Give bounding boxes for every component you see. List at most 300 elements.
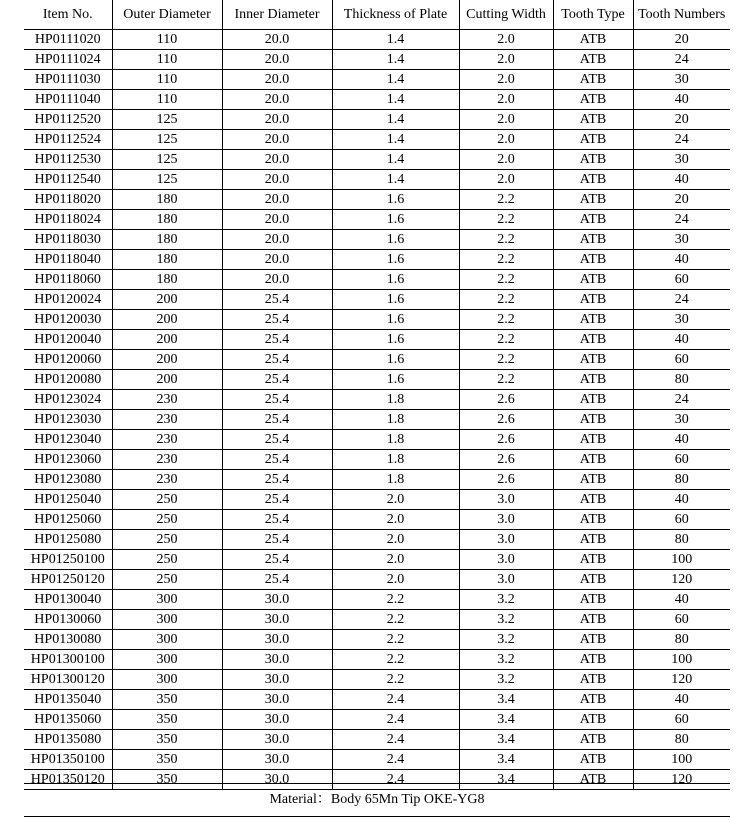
cell-tooth-numbers: 120 <box>633 570 730 590</box>
cell-thickness-of-plate: 1.4 <box>332 30 459 50</box>
cell-item-no: HP0120040 <box>24 330 112 350</box>
cell-tooth-type: ATB <box>553 330 633 350</box>
cell-tooth-numbers: 40 <box>633 330 730 350</box>
cell-thickness-of-plate: 1.4 <box>332 150 459 170</box>
cell-inner-diameter: 20.0 <box>222 130 332 150</box>
cell-cutting-width: 3.2 <box>459 650 553 670</box>
cell-outer-diameter: 250 <box>112 490 222 510</box>
cell-inner-diameter: 30.0 <box>222 710 332 730</box>
cell-outer-diameter: 180 <box>112 190 222 210</box>
cell-thickness-of-plate: 1.8 <box>332 410 459 430</box>
cell-outer-diameter: 200 <box>112 350 222 370</box>
header-tooth-type: Tooth Type <box>553 0 633 30</box>
cell-cutting-width: 3.0 <box>459 530 553 550</box>
cell-tooth-type: ATB <box>553 570 633 590</box>
cell-tooth-numbers: 24 <box>633 50 730 70</box>
cell-outer-diameter: 180 <box>112 210 222 230</box>
cell-thickness-of-plate: 1.8 <box>332 390 459 410</box>
cell-item-no: HP0125040 <box>24 490 112 510</box>
cell-outer-diameter: 125 <box>112 130 222 150</box>
cell-thickness-of-plate: 1.4 <box>332 170 459 190</box>
cell-cutting-width: 3.0 <box>459 490 553 510</box>
cell-thickness-of-plate: 2.0 <box>332 490 459 510</box>
cell-tooth-type: ATB <box>553 770 633 790</box>
cell-thickness-of-plate: 2.4 <box>332 750 459 770</box>
table-row <box>24 70 730 90</box>
cell-outer-diameter: 350 <box>112 730 222 750</box>
cell-thickness-of-plate: 1.6 <box>332 210 459 230</box>
cell-inner-diameter: 30.0 <box>222 630 332 650</box>
cell-outer-diameter: 230 <box>112 410 222 430</box>
cell-tooth-type: ATB <box>553 130 633 150</box>
cell-thickness-of-plate: 1.8 <box>332 430 459 450</box>
cell-outer-diameter: 230 <box>112 430 222 450</box>
header-thickness-of-plate: Thickness of Plate <box>332 0 459 30</box>
cell-inner-diameter: 30.0 <box>222 770 332 790</box>
cell-outer-diameter: 125 <box>112 170 222 190</box>
cell-thickness-of-plate: 2.4 <box>332 770 459 790</box>
cell-thickness-of-plate: 1.4 <box>332 110 459 130</box>
cell-item-no: HP0120060 <box>24 350 112 370</box>
cell-item-no: HP0111020 <box>24 30 112 50</box>
cell-tooth-type: ATB <box>553 670 633 690</box>
table-row <box>24 30 730 50</box>
cell-inner-diameter: 20.0 <box>222 190 332 210</box>
cell-cutting-width: 2.2 <box>459 270 553 290</box>
cell-item-no: HP0118040 <box>24 250 112 270</box>
cell-thickness-of-plate: 2.2 <box>332 610 459 630</box>
table-row <box>24 390 730 410</box>
cell-item-no: HP0130060 <box>24 610 112 630</box>
cell-outer-diameter: 110 <box>112 30 222 50</box>
cell-cutting-width: 3.0 <box>459 570 553 590</box>
cell-tooth-numbers: 60 <box>633 270 730 290</box>
table-row <box>24 670 730 690</box>
table-row <box>24 470 730 490</box>
cell-outer-diameter: 200 <box>112 290 222 310</box>
cell-inner-diameter: 25.4 <box>222 530 332 550</box>
cell-cutting-width: 2.6 <box>459 470 553 490</box>
cell-outer-diameter: 110 <box>112 90 222 110</box>
cell-outer-diameter: 300 <box>112 630 222 650</box>
cell-item-no: HP0112540 <box>24 170 112 190</box>
table-row <box>24 170 730 190</box>
cell-item-no: HP01300100 <box>24 650 112 670</box>
cell-tooth-type: ATB <box>553 370 633 390</box>
table-row <box>24 110 730 130</box>
cell-tooth-numbers: 24 <box>633 210 730 230</box>
cell-outer-diameter: 180 <box>112 250 222 270</box>
cell-thickness-of-plate: 1.6 <box>332 310 459 330</box>
cell-tooth-numbers: 24 <box>633 130 730 150</box>
cell-inner-diameter: 25.4 <box>222 510 332 530</box>
cell-tooth-type: ATB <box>553 410 633 430</box>
cell-inner-diameter: 25.4 <box>222 350 332 370</box>
cell-item-no: HP01250100 <box>24 550 112 570</box>
cell-tooth-numbers: 80 <box>633 730 730 750</box>
cell-outer-diameter: 250 <box>112 530 222 550</box>
cell-tooth-type: ATB <box>553 350 633 370</box>
cell-cutting-width: 2.6 <box>459 450 553 470</box>
cell-cutting-width: 3.2 <box>459 610 553 630</box>
cell-inner-diameter: 20.0 <box>222 250 332 270</box>
cell-item-no: HP0130040 <box>24 590 112 610</box>
cell-tooth-type: ATB <box>553 710 633 730</box>
header-tooth-numbers: Tooth Numbers <box>633 0 730 30</box>
cell-item-no: HP0125060 <box>24 510 112 530</box>
cell-tooth-type: ATB <box>553 70 633 90</box>
table-row <box>24 590 730 610</box>
table-row <box>24 270 730 290</box>
cell-thickness-of-plate: 1.6 <box>332 230 459 250</box>
cell-tooth-type: ATB <box>553 390 633 410</box>
cell-tooth-type: ATB <box>553 290 633 310</box>
cell-outer-diameter: 300 <box>112 610 222 630</box>
cell-tooth-type: ATB <box>553 270 633 290</box>
cell-cutting-width: 3.4 <box>459 730 553 750</box>
cell-thickness-of-plate: 2.0 <box>332 530 459 550</box>
cell-tooth-numbers: 20 <box>633 190 730 210</box>
cell-thickness-of-plate: 2.2 <box>332 650 459 670</box>
table-row <box>24 510 730 530</box>
cell-thickness-of-plate: 1.6 <box>332 270 459 290</box>
table-row <box>24 290 730 310</box>
cell-inner-diameter: 25.4 <box>222 310 332 330</box>
cell-tooth-numbers: 24 <box>633 390 730 410</box>
cell-tooth-type: ATB <box>553 150 633 170</box>
table-row <box>24 710 730 730</box>
cell-item-no: HP0135060 <box>24 710 112 730</box>
cell-inner-diameter: 30.0 <box>222 610 332 630</box>
cell-tooth-numbers: 100 <box>633 650 730 670</box>
cell-cutting-width: 3.4 <box>459 770 553 790</box>
table-row <box>24 530 730 550</box>
cell-tooth-type: ATB <box>553 90 633 110</box>
table-row <box>24 630 730 650</box>
cell-cutting-width: 3.4 <box>459 750 553 770</box>
cell-cutting-width: 3.4 <box>459 690 553 710</box>
table-row <box>24 610 730 630</box>
cell-cutting-width: 3.2 <box>459 590 553 610</box>
cell-inner-diameter: 25.4 <box>222 290 332 310</box>
cell-cutting-width: 3.2 <box>459 630 553 650</box>
cell-item-no: HP0111024 <box>24 50 112 70</box>
cell-thickness-of-plate: 1.4 <box>332 50 459 70</box>
cell-inner-diameter: 20.0 <box>222 170 332 190</box>
cell-thickness-of-plate: 1.4 <box>332 90 459 110</box>
table-row <box>24 430 730 450</box>
cell-thickness-of-plate: 2.0 <box>332 510 459 530</box>
cell-item-no: HP0111040 <box>24 90 112 110</box>
header-inner-diameter: Inner Diameter <box>222 0 332 30</box>
cell-outer-diameter: 350 <box>112 750 222 770</box>
cell-thickness-of-plate: 1.6 <box>332 290 459 310</box>
table-row <box>24 150 730 170</box>
table-row <box>24 310 730 330</box>
cell-inner-diameter: 20.0 <box>222 90 332 110</box>
cell-tooth-type: ATB <box>553 170 633 190</box>
table-row <box>24 350 730 370</box>
table-row <box>24 490 730 510</box>
cell-thickness-of-plate: 1.6 <box>332 250 459 270</box>
cell-item-no: HP0118024 <box>24 210 112 230</box>
cell-inner-diameter: 20.0 <box>222 230 332 250</box>
material-note: Material：Body 65Mn Tip OKE-YG8 <box>24 783 730 817</box>
cell-tooth-type: ATB <box>553 30 633 50</box>
cell-tooth-numbers: 120 <box>633 670 730 690</box>
cell-tooth-numbers: 100 <box>633 750 730 770</box>
cell-tooth-numbers: 20 <box>633 110 730 130</box>
cell-tooth-numbers: 40 <box>633 90 730 110</box>
cell-inner-diameter: 25.4 <box>222 490 332 510</box>
cell-tooth-type: ATB <box>553 230 633 250</box>
cell-outer-diameter: 180 <box>112 270 222 290</box>
cell-item-no: HP01250120 <box>24 570 112 590</box>
cell-inner-diameter: 20.0 <box>222 150 332 170</box>
cell-tooth-type: ATB <box>553 550 633 570</box>
cell-item-no: HP0135040 <box>24 690 112 710</box>
cell-item-no: HP0112524 <box>24 130 112 150</box>
cell-outer-diameter: 350 <box>112 690 222 710</box>
cell-outer-diameter: 200 <box>112 330 222 350</box>
table-row <box>24 450 730 470</box>
cell-cutting-width: 2.0 <box>459 50 553 70</box>
cell-inner-diameter: 25.4 <box>222 430 332 450</box>
cell-inner-diameter: 25.4 <box>222 570 332 590</box>
cell-inner-diameter: 20.0 <box>222 50 332 70</box>
header-outer-diameter: Outer Diameter <box>112 0 222 30</box>
cell-inner-diameter: 20.0 <box>222 30 332 50</box>
cell-outer-diameter: 300 <box>112 590 222 610</box>
cell-item-no: HP0125080 <box>24 530 112 550</box>
cell-outer-diameter: 350 <box>112 770 222 790</box>
cell-thickness-of-plate: 1.6 <box>332 350 459 370</box>
cell-tooth-type: ATB <box>553 470 633 490</box>
cell-inner-diameter: 30.0 <box>222 690 332 710</box>
table-row <box>24 570 730 590</box>
cell-tooth-type: ATB <box>553 610 633 630</box>
table-header-row <box>24 0 730 30</box>
cell-cutting-width: 2.2 <box>459 310 553 330</box>
cell-tooth-numbers: 100 <box>633 550 730 570</box>
cell-inner-diameter: 20.0 <box>222 270 332 290</box>
cell-tooth-type: ATB <box>553 190 633 210</box>
cell-tooth-type: ATB <box>553 750 633 770</box>
header-item-no: Item No. <box>24 0 112 30</box>
cell-tooth-numbers: 30 <box>633 410 730 430</box>
cell-item-no: HP01300120 <box>24 670 112 690</box>
cell-item-no: HP0112530 <box>24 150 112 170</box>
cell-cutting-width: 2.2 <box>459 250 553 270</box>
cell-tooth-type: ATB <box>553 510 633 530</box>
cell-tooth-numbers: 30 <box>633 230 730 250</box>
cell-thickness-of-plate: 2.2 <box>332 670 459 690</box>
cell-outer-diameter: 125 <box>112 110 222 130</box>
cell-item-no: HP0111030 <box>24 70 112 90</box>
cell-tooth-numbers: 40 <box>633 690 730 710</box>
cell-cutting-width: 3.0 <box>459 550 553 570</box>
cell-inner-diameter: 25.4 <box>222 450 332 470</box>
cell-item-no: HP0135080 <box>24 730 112 750</box>
cell-item-no: HP01350120 <box>24 770 112 790</box>
cell-tooth-numbers: 40 <box>633 170 730 190</box>
cell-thickness-of-plate: 1.6 <box>332 190 459 210</box>
cell-item-no: HP0120030 <box>24 310 112 330</box>
cell-inner-diameter: 25.4 <box>222 470 332 490</box>
cell-cutting-width: 2.2 <box>459 190 553 210</box>
table-row <box>24 550 730 570</box>
cell-cutting-width: 3.0 <box>459 510 553 530</box>
cell-tooth-type: ATB <box>553 110 633 130</box>
cell-outer-diameter: 125 <box>112 150 222 170</box>
cell-item-no: HP0120024 <box>24 290 112 310</box>
cell-thickness-of-plate: 2.0 <box>332 570 459 590</box>
cell-inner-diameter: 20.0 <box>222 210 332 230</box>
cell-tooth-numbers: 80 <box>633 470 730 490</box>
cell-item-no: HP0123040 <box>24 430 112 450</box>
cell-inner-diameter: 30.0 <box>222 650 332 670</box>
cell-tooth-numbers: 40 <box>633 250 730 270</box>
cell-item-no: HP0120080 <box>24 370 112 390</box>
cell-thickness-of-plate: 1.4 <box>332 70 459 90</box>
spec-table-container <box>24 0 730 790</box>
cell-tooth-type: ATB <box>553 650 633 670</box>
cell-item-no: HP0123030 <box>24 410 112 430</box>
cell-tooth-numbers: 40 <box>633 430 730 450</box>
table-row <box>24 50 730 70</box>
table-row <box>24 250 730 270</box>
cell-outer-diameter: 350 <box>112 710 222 730</box>
cell-tooth-numbers: 60 <box>633 710 730 730</box>
cell-tooth-numbers: 30 <box>633 310 730 330</box>
cell-tooth-type: ATB <box>553 490 633 510</box>
cell-thickness-of-plate: 1.4 <box>332 130 459 150</box>
cell-outer-diameter: 300 <box>112 670 222 690</box>
cell-tooth-type: ATB <box>553 50 633 70</box>
cell-inner-diameter: 25.4 <box>222 370 332 390</box>
cell-outer-diameter: 200 <box>112 370 222 390</box>
table-row <box>24 230 730 250</box>
cell-inner-diameter: 20.0 <box>222 110 332 130</box>
cell-cutting-width: 2.2 <box>459 210 553 230</box>
cell-outer-diameter: 230 <box>112 470 222 490</box>
cell-inner-diameter: 30.0 <box>222 730 332 750</box>
cell-cutting-width: 2.2 <box>459 350 553 370</box>
cell-tooth-numbers: 30 <box>633 70 730 90</box>
cell-outer-diameter: 110 <box>112 50 222 70</box>
cell-tooth-type: ATB <box>553 690 633 710</box>
cell-outer-diameter: 250 <box>112 570 222 590</box>
cell-thickness-of-plate: 2.4 <box>332 690 459 710</box>
cell-tooth-numbers: 80 <box>633 370 730 390</box>
cell-outer-diameter: 250 <box>112 510 222 530</box>
cell-tooth-type: ATB <box>553 530 633 550</box>
cell-thickness-of-plate: 1.6 <box>332 330 459 350</box>
cell-cutting-width: 2.0 <box>459 70 553 90</box>
cell-item-no: HP0118020 <box>24 190 112 210</box>
cell-tooth-type: ATB <box>553 450 633 470</box>
cell-tooth-numbers: 80 <box>633 530 730 550</box>
cell-item-no: HP0123080 <box>24 470 112 490</box>
cell-tooth-type: ATB <box>553 210 633 230</box>
cell-outer-diameter: 180 <box>112 230 222 250</box>
cell-item-no: HP0118060 <box>24 270 112 290</box>
spec-table <box>24 0 730 790</box>
cell-cutting-width: 2.6 <box>459 410 553 430</box>
cell-cutting-width: 2.6 <box>459 430 553 450</box>
cell-inner-diameter: 25.4 <box>222 330 332 350</box>
cell-cutting-width: 2.0 <box>459 110 553 130</box>
cell-inner-diameter: 30.0 <box>222 590 332 610</box>
table-row <box>24 90 730 110</box>
cell-inner-diameter: 25.4 <box>222 390 332 410</box>
cell-cutting-width: 2.0 <box>459 150 553 170</box>
cell-cutting-width: 2.0 <box>459 130 553 150</box>
cell-tooth-numbers: 60 <box>633 610 730 630</box>
table-body <box>24 30 730 790</box>
cell-item-no: HP0112520 <box>24 110 112 130</box>
cell-cutting-width: 2.2 <box>459 230 553 250</box>
cell-outer-diameter: 230 <box>112 390 222 410</box>
cell-cutting-width: 2.6 <box>459 390 553 410</box>
cell-cutting-width: 2.0 <box>459 30 553 50</box>
cell-outer-diameter: 230 <box>112 450 222 470</box>
table-row <box>24 650 730 670</box>
table-row <box>24 730 730 750</box>
table-row <box>24 690 730 710</box>
cell-tooth-numbers: 80 <box>633 630 730 650</box>
cell-cutting-width: 2.2 <box>459 330 553 350</box>
cell-cutting-width: 3.2 <box>459 670 553 690</box>
cell-tooth-numbers: 20 <box>633 30 730 50</box>
cell-tooth-numbers: 120 <box>633 770 730 790</box>
cell-tooth-type: ATB <box>553 310 633 330</box>
cell-thickness-of-plate: 2.0 <box>332 550 459 570</box>
table-row <box>24 410 730 430</box>
cell-tooth-numbers: 40 <box>633 590 730 610</box>
cell-inner-diameter: 30.0 <box>222 750 332 770</box>
cell-item-no: HP01350100 <box>24 750 112 770</box>
table-row <box>24 750 730 770</box>
cell-cutting-width: 3.4 <box>459 710 553 730</box>
cell-tooth-numbers: 60 <box>633 510 730 530</box>
cell-tooth-numbers: 60 <box>633 350 730 370</box>
cell-thickness-of-plate: 2.2 <box>332 630 459 650</box>
table-row <box>24 190 730 210</box>
cell-item-no: HP0123024 <box>24 390 112 410</box>
cell-item-no: HP0130080 <box>24 630 112 650</box>
cell-tooth-type: ATB <box>553 630 633 650</box>
cell-thickness-of-plate: 2.4 <box>332 730 459 750</box>
cell-tooth-numbers: 24 <box>633 290 730 310</box>
cell-tooth-numbers: 30 <box>633 150 730 170</box>
table-row <box>24 130 730 150</box>
cell-item-no: HP0118030 <box>24 230 112 250</box>
cell-thickness-of-plate: 1.6 <box>332 370 459 390</box>
table-row <box>24 210 730 230</box>
cell-outer-diameter: 300 <box>112 650 222 670</box>
cell-tooth-numbers: 60 <box>633 450 730 470</box>
cell-tooth-type: ATB <box>553 250 633 270</box>
cell-thickness-of-plate: 1.8 <box>332 450 459 470</box>
cell-tooth-type: ATB <box>553 430 633 450</box>
cell-cutting-width: 2.2 <box>459 290 553 310</box>
cell-outer-diameter: 110 <box>112 70 222 90</box>
cell-tooth-numbers: 40 <box>633 490 730 510</box>
cell-tooth-type: ATB <box>553 590 633 610</box>
cell-cutting-width: 2.0 <box>459 170 553 190</box>
table-row <box>24 370 730 390</box>
